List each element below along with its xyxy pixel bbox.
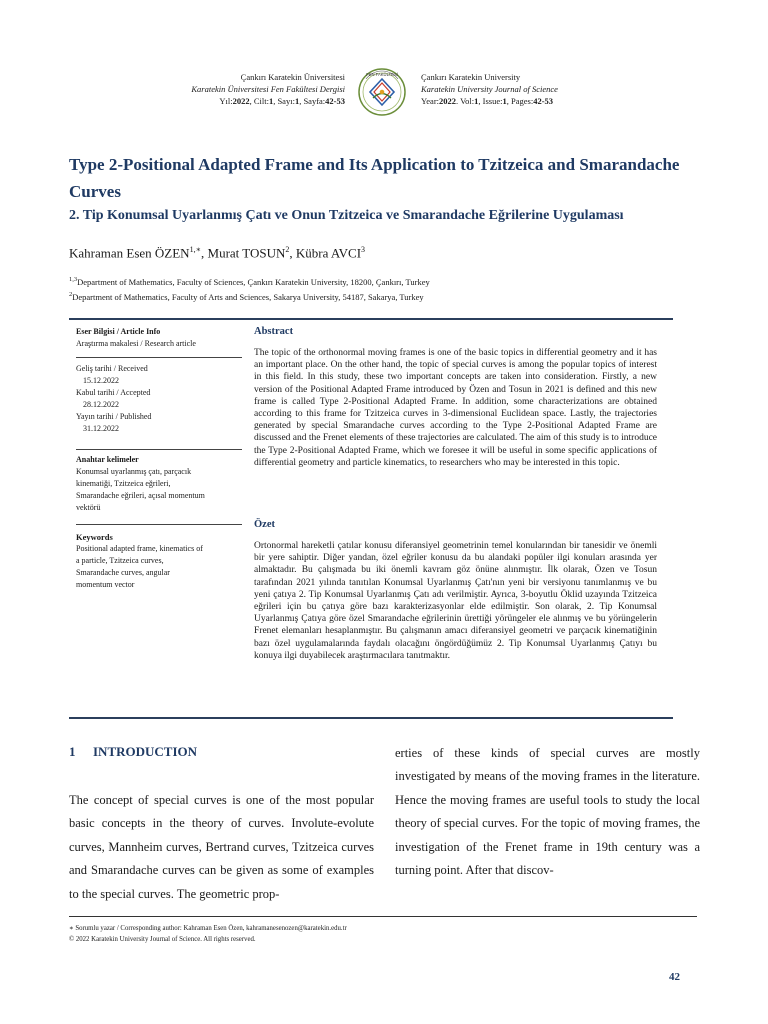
affiliation: $^{1,3}$Department of Mathematics, Faculty of Sciences, Çankırı Karatekin University, 18200, Çankırı, Turkey	[69, 276, 430, 287]
info-divider	[76, 524, 242, 525]
body-column-left: The concept of special curves is one of the most popular basic concepts in the theory of curves. Involute-evolute curves, Mannheim curves, Bertrand curves, Tzitzeica curves and Smarandache curves can be given as some of examples to the special curves. The geometric prop-	[69, 793, 374, 901]
header-citation-en: Year:2022. Vol:1, Issue:1, Pages:42-53	[421, 96, 554, 106]
top-divider	[69, 318, 673, 320]
ozet-text: Ortonormal hareketli çatılar konusu diferansiyel geometrinin temel konularından bir tanesidir ve önemli bir yere sahiptir. Diğer yandan, özel eğriler konusu da bu alandaki popüler ilgi konuları arasında yer almaktadır. Bu çalışmada bu iki önemli kavram göz önüne alınmıştır. İlk olarak, Özen ve Tosun tarafından 2021 yılında tanıtılan Konumsal Uyarlanmış Çatı'nın yeni bir versiyonu tanımlanmış ve bu yeni çatıya 2. Tip Konumsal Uyarlanmış Çatı adı verilmiştir. Ayrıca, 3-boyutlu Öklid uzayında Tzitzeica eğrileri için bu çatıya göre bazı karakterizasyonlar elde edilmiştir. Son olarak, 2. Tip Konumsal Uyarlanmış Çatıya göre özel Smarandache eğrilerinin ürettiği yörüngeler ele alınmış ve bu yörüngelerin Frenet elemanları hesaplanmıştır. Bu çalışmanın amacı diferansiyel geometri ve parçacık kinematiğinin bazı özel uygulamalarında faydalı olacağını öngördüğümüz 2. Tip Konumsal Uyarlanmış Çatıyı bu konuya ilgi duyabilecek araştırmacılara tanıtmaktır.	[254, 541, 657, 661]
journal-seal-icon	[357, 67, 407, 117]
abstract-text: The topic of the orthonormal moving frames is one of the basic topics in differential geometry and it has an important place. On the other hand, the topic of special curves is among the popular topics of interest in this field. In this study, these two important concepts are taken into consideration. Firstly, a new version of the Positional Adapted Frame introduced by Özen and Tosun in 2021 is defined and this new frame is called Type 2-Positional Adapted Frame. In addition, some characterizations are obtained according to this frame for Tzitzeica curves in 3-dimensional Euclidean space. Lastly, the trajectories generated by special Smarandache curves according to the Type 2-Positional Adapted Frame are discussed and the Frenet elements of these trajectories are calculated. The aim of this study is to introduce the Type 2-Positional Adapted Frame, which we foresee it will be useful in some specific applications of differential geometry and particle kinematics, to researchers who may be interested in this topic.	[254, 348, 657, 468]
ozet-heading: Özet	[254, 519, 275, 530]
page-number: 42	[669, 971, 680, 983]
bottom-divider	[69, 717, 673, 719]
affiliation: $^2$Department of Mathematics, Faculty of Arts and Sciences, Sakarya University, 54187, Sakarya, Turkey	[69, 291, 424, 302]
footnote-divider	[69, 916, 697, 917]
received-date: 15.12.2022	[83, 376, 119, 385]
keywords-en: Keywords Positional adapted frame, kinematics of a particle, Tzitzeica curves, Smarandache curves, angular momentum vector	[76, 532, 203, 589]
author-name: Murat TOSUN	[207, 245, 286, 261]
article-type: Araştırma makalesi / Research article	[76, 339, 196, 348]
article-dates: Geliş tarihi / Received 15.12.2022 Kabul tarihi / Accepted 28.12.2022 Yayın tarihi / Published 31.12.2022	[76, 363, 246, 435]
accepted-date: 28.12.2022	[83, 400, 119, 409]
svg-text:FEN FAKÜLTESİ: FEN FAKÜLTESİ	[366, 72, 398, 77]
section-heading: 1 INTRODUCTION	[69, 744, 198, 759]
footnote-corresponding: ∗ Sorumlu yazar / Corresponding author: Kahraman Esen Özen, kahramanesenozen@karatekin.edu.tr	[69, 925, 347, 932]
header-journal-tr: Karatekin Üniversitesi Fen Fakültesi Dergisi	[191, 84, 345, 94]
header-university-en: Çankırı Karatekin University	[421, 72, 521, 82]
abstract-heading: Abstract	[254, 326, 294, 337]
footnote-copyright: © 2022 Karatekin University Journal of Science. All rights reserved.	[69, 936, 256, 943]
author-name: Kahraman Esen ÖZEN	[69, 245, 190, 261]
header-right	[421, 71, 681, 107]
keywords-tr: Anahtar kelimeler Konumsal uyarlanmış çatı, parçacık kinematiği, Tzitzeica eğrileri, Smarandache eğrileri, açısal momentum vektörü	[76, 455, 205, 512]
header-citation-tr: Yıl:2022, Cilt:1, Sayı:1, Sayfa:42-53	[219, 96, 345, 106]
body-column-right: erties of these kinds of special curves are mostly investigated by means of the moving frames in the literature. Hence the moving frames are useful tools to study the local theory of special curves. For the topic of moving frames, the investigation of the Frenet frame in 19th century was a turning point. After that discov-	[395, 746, 700, 878]
info-heading: Eser Bilgisi / Article Info	[76, 327, 161, 336]
paper-title: Type 2-Positional Adapted Frame and Its Application to Tzitzeica and Smarandache Curves	[69, 155, 680, 201]
header-university-tr: Çankırı Karatekin Üniversitesi	[240, 72, 345, 82]
article-info	[76, 326, 246, 350]
info-divider	[76, 357, 242, 358]
author-list: Kahraman Esen $ÖZEN^{1,∗}$, Murat TOSUN$^2$, Kübra AVCI$^3$	[69, 245, 366, 261]
info-divider	[76, 449, 242, 450]
paper-subtitle-tr: 2. Tip Konumsal Uyarlanmış Çatı ve Onun Tzitzeica ve Smarandache Eğrilerine Uygulaması	[69, 208, 624, 223]
header-left	[130, 71, 345, 107]
published-date: 31.12.2022	[83, 424, 119, 433]
header-journal-en: Karatekin University Journal of Science	[421, 84, 558, 94]
author-name: Kübra AVCI	[295, 245, 362, 261]
